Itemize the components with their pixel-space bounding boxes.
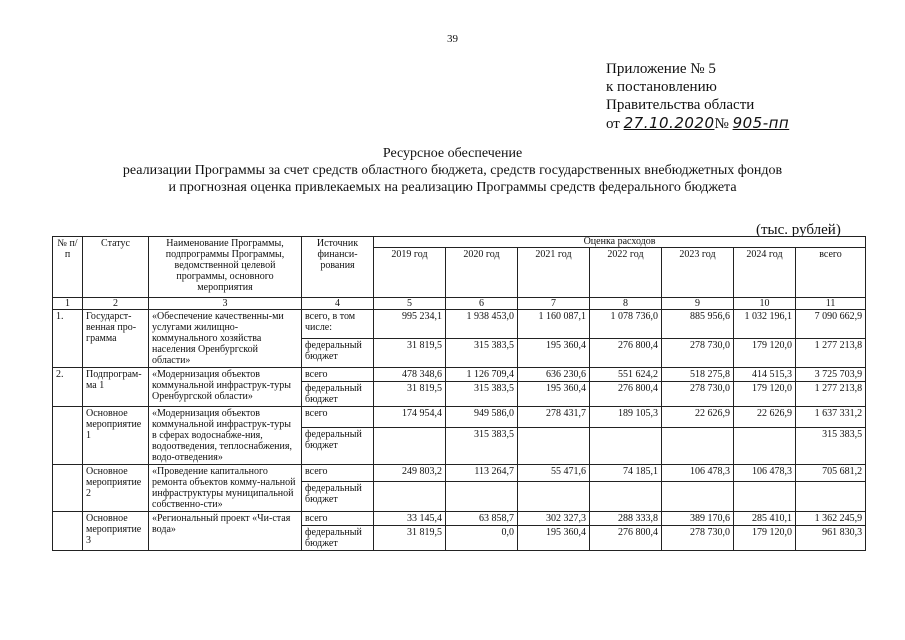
value-cell: 885 956,6	[662, 310, 734, 339]
value-cell: 1 938 453,0	[446, 310, 518, 339]
row-number	[53, 512, 83, 551]
source-label: всего	[302, 465, 374, 482]
source-label: всего	[302, 368, 374, 382]
table-row	[53, 407, 866, 428]
value-cell: 995 234,1	[374, 310, 446, 339]
appendix-block	[606, 60, 789, 133]
value-cell: 195 360,4	[518, 339, 590, 368]
value-cell	[446, 481, 518, 511]
row-status: Государст-венная про-грамма	[83, 310, 149, 368]
value-cell	[796, 481, 866, 511]
value-cell: 74 185,1	[590, 465, 662, 482]
appendix-date-line	[606, 114, 789, 133]
value-cell: 179 120,0	[734, 339, 796, 368]
value-cell	[734, 427, 796, 464]
value-cell: 55 471,6	[518, 465, 590, 482]
value-cell	[662, 427, 734, 464]
source-label: федеральный бюджет	[302, 481, 374, 511]
header-year: 2024 год	[734, 248, 796, 298]
value-cell: 414 515,3	[734, 368, 796, 382]
source-label: всего, в том числе:	[302, 310, 374, 339]
value-cell: 33 145,4	[374, 512, 446, 526]
handwritten-date: 27.10.2020	[623, 114, 715, 132]
date-prefix: от	[606, 116, 620, 132]
value-cell: 278 730,0	[662, 339, 734, 368]
header-year: 2021 год	[518, 248, 590, 298]
value-cell: 189 105,3	[590, 407, 662, 428]
column-number: 9	[662, 298, 734, 310]
header-year: 2020 год	[446, 248, 518, 298]
value-cell: 276 800,4	[590, 382, 662, 407]
value-cell: 31 819,5	[374, 382, 446, 407]
value-cell: 179 120,0	[734, 526, 796, 551]
table-row	[53, 310, 866, 339]
value-cell: 1 032 196,1	[734, 310, 796, 339]
document-title	[40, 145, 865, 196]
row-status: Подпрограм-ма 1	[83, 368, 149, 407]
value-cell: 636 230,6	[518, 368, 590, 382]
resource-table	[52, 236, 866, 551]
source-label: федеральный бюджет	[302, 427, 374, 464]
row-number	[53, 465, 83, 512]
header-name: Наименование Программы, подпрограммы Программы, ведомственной целевой программы, основного мероприятия	[149, 237, 302, 298]
value-cell: 0,0	[446, 526, 518, 551]
appendix-line-2: к постановлению	[606, 79, 717, 95]
value-cell: 278 431,7	[518, 407, 590, 428]
value-cell	[518, 427, 590, 464]
value-cell: 389 170,6	[662, 512, 734, 526]
table-row	[53, 368, 866, 382]
row-name: «Модернизация объектов коммунальной инфраструк-туры в сферах водоснабже-ния, водоотведения, теплоснабжения, водо-отведения»	[149, 407, 302, 465]
value-cell	[518, 481, 590, 511]
row-name: «Обеспечение качественны-ми услугами жилищно-коммунального хозяйства населения Оренбургской области»	[149, 310, 302, 368]
value-cell: 113 264,7	[446, 465, 518, 482]
header-estimate: Оценка расходов	[374, 237, 866, 248]
column-number: 6	[446, 298, 518, 310]
value-cell: 315 383,5	[796, 427, 866, 464]
column-number: 8	[590, 298, 662, 310]
value-cell: 179 120,0	[734, 382, 796, 407]
value-cell: 7 090 662,9	[796, 310, 866, 339]
source-label: федеральный бюджет	[302, 339, 374, 368]
value-cell	[374, 427, 446, 464]
value-cell: 288 333,8	[590, 512, 662, 526]
value-cell: 63 858,7	[446, 512, 518, 526]
value-cell: 1 160 087,1	[518, 310, 590, 339]
value-cell: 22 626,9	[734, 407, 796, 428]
value-cell: 174 954,4	[374, 407, 446, 428]
source-label: всего	[302, 512, 374, 526]
column-number: 5	[374, 298, 446, 310]
row-number: 2.	[53, 368, 83, 407]
column-number: 1	[53, 298, 83, 310]
value-cell: 249 803,2	[374, 465, 446, 482]
number-prefix: №	[714, 116, 729, 132]
header-source: Источник финанси-рования	[302, 237, 374, 298]
value-cell: 3 725 703,9	[796, 368, 866, 382]
value-cell	[374, 481, 446, 511]
row-name: «Проведение капитального ремонта объектов комму-нальной инфраструктуры муниципальной собственно-сти»	[149, 465, 302, 512]
value-cell: 949 586,0	[446, 407, 518, 428]
header-status: Статус	[83, 237, 149, 298]
row-status: Основное мероприятие 1	[83, 407, 149, 465]
appendix-line-3: Правительства области	[606, 97, 755, 113]
value-cell: 195 360,4	[518, 526, 590, 551]
column-number: 10	[734, 298, 796, 310]
column-number: 11	[796, 298, 866, 310]
value-cell	[590, 427, 662, 464]
units-label: (тыс. рублей)	[756, 222, 841, 238]
value-cell: 518 275,8	[662, 368, 734, 382]
value-cell: 276 800,4	[590, 339, 662, 368]
row-name: «Модернизация объектов коммунальной инфраструк-туры Оренбургской области»	[149, 368, 302, 407]
row-name: «Региональный проект «Чи-стая вода»	[149, 512, 302, 551]
column-number: 2	[83, 298, 149, 310]
value-cell: 315 383,5	[446, 382, 518, 407]
source-label: федеральный бюджет	[302, 382, 374, 407]
header-no: № п/п	[53, 237, 83, 298]
value-cell: 31 819,5	[374, 339, 446, 368]
value-cell: 961 830,3	[796, 526, 866, 551]
header-year: 2019 год	[374, 248, 446, 298]
column-number: 4	[302, 298, 374, 310]
handwritten-number: 905-пп	[732, 114, 790, 132]
title-line-3: и прогнозная оценка привлекаемых на реализацию Программы средств федерального бюджета	[168, 180, 737, 195]
value-cell: 22 626,9	[662, 407, 734, 428]
title-line-2: реализации Программы за счет средств областного бюджета, средств государственных внебюджетных фондов	[122, 163, 783, 178]
value-cell: 106 478,3	[662, 465, 734, 482]
value-cell: 1 126 709,4	[446, 368, 518, 382]
row-status: Основное мероприятие 2	[83, 465, 149, 512]
value-cell: 31 819,5	[374, 526, 446, 551]
source-label: федеральный бюджет	[302, 526, 374, 551]
column-number: 3	[149, 298, 302, 310]
row-number	[53, 407, 83, 465]
value-cell: 1 637 331,2	[796, 407, 866, 428]
row-status: Основное мероприятие 3	[83, 512, 149, 551]
title-line-1: Ресурсное обеспечение	[382, 146, 523, 161]
source-label: всего	[302, 407, 374, 428]
value-cell: 278 730,0	[662, 526, 734, 551]
value-cell: 315 383,5	[446, 339, 518, 368]
value-cell: 276 800,4	[590, 526, 662, 551]
value-cell: 278 730,0	[662, 382, 734, 407]
value-cell	[662, 481, 734, 511]
value-cell: 1 277 213,8	[796, 382, 866, 407]
value-cell	[590, 481, 662, 511]
value-cell: 1 078 736,0	[590, 310, 662, 339]
table-row	[53, 512, 866, 526]
value-cell: 315 383,5	[446, 427, 518, 464]
appendix-line-1: Приложение № 5	[606, 61, 716, 77]
value-cell: 106 478,3	[734, 465, 796, 482]
value-cell	[734, 481, 796, 511]
value-cell: 285 410,1	[734, 512, 796, 526]
header-year: 2022 год	[590, 248, 662, 298]
header-year: 2023 год	[662, 248, 734, 298]
value-cell: 1 362 245,9	[796, 512, 866, 526]
value-cell: 478 348,6	[374, 368, 446, 382]
value-cell: 1 277 213,8	[796, 339, 866, 368]
row-number: 1.	[53, 310, 83, 368]
column-number: 7	[518, 298, 590, 310]
page-number: 39	[447, 33, 458, 45]
value-cell: 705 681,2	[796, 465, 866, 482]
value-cell: 195 360,4	[518, 382, 590, 407]
value-cell: 551 624,2	[590, 368, 662, 382]
value-cell: 302 327,3	[518, 512, 590, 526]
table-row	[53, 465, 866, 482]
header-year: всего	[796, 248, 866, 298]
